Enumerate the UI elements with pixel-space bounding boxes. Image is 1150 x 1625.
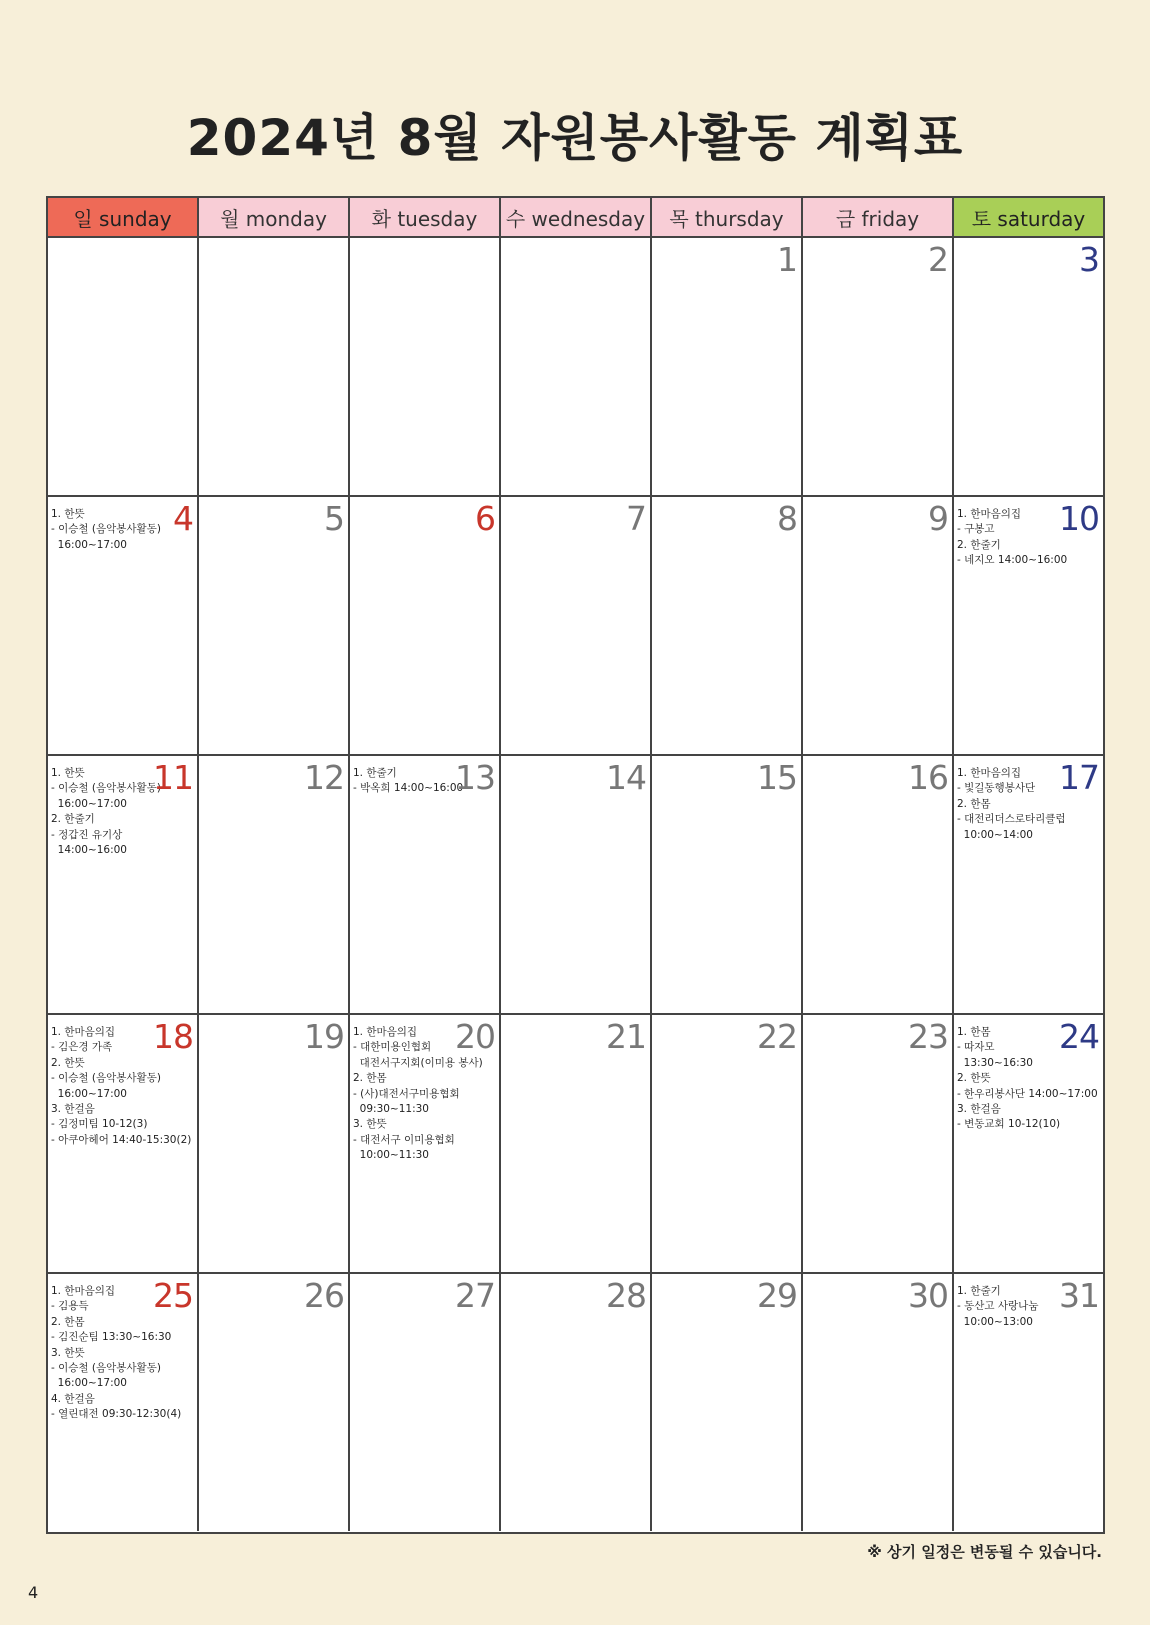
- day-number: 26: [304, 1276, 344, 1315]
- day-cell: [652, 1274, 803, 1531]
- day-cell: [803, 238, 954, 495]
- day-notes: 1. 한뜻 - 이승철 (음악봉사활동) 16:00~17:00 2. 한줄기 - 정갑진 유기상 14:00~16:00: [51, 767, 161, 857]
- day-cell: [199, 1015, 350, 1272]
- day-notes: 1. 한줄기 - 동산고 사랑나눔 10:00~13:00: [957, 1285, 1039, 1328]
- day-notes: 1. 한마음의집 - 김용득 2. 한몸 - 김진순팀 13:30~16:30 3. 한뜻 - 이승철 (음악봉사활동) 16:00~17:00 4. 한걸음 - 열린대전 09:30-12:30(4): [51, 1285, 182, 1421]
- day-cell: [199, 238, 350, 495]
- day-number: 6: [475, 499, 495, 538]
- day-cell: [350, 756, 501, 1013]
- day-number: 31: [1059, 1276, 1099, 1315]
- day-cell: [652, 756, 803, 1013]
- day-number: 24: [1059, 1017, 1099, 1056]
- day-cell: [501, 238, 652, 495]
- header-sunday: 일 sunday: [48, 198, 199, 236]
- week-row: [48, 1274, 1103, 1531]
- page-number: 4: [28, 1583, 39, 1602]
- header-thursday: 목 thursday: [652, 198, 803, 236]
- day-number: 2: [928, 240, 948, 279]
- day-number: 19: [304, 1017, 344, 1056]
- day-cell: [48, 1274, 199, 1531]
- day-cell: [501, 497, 652, 754]
- day-notes: 1. 한마음의집 - 김은경 가족 2. 한뜻 - 이승철 (음악봉사활동) 16:00~17:00 3. 한걸음 - 김정미팀 10-12(3) - 아쿠아헤어 14:40-15:30(2): [51, 1026, 192, 1146]
- day-number: 9: [928, 499, 948, 538]
- day-number: 29: [757, 1276, 797, 1315]
- day-notes: 1. 한줄기 - 박옥희 14:00~16:00: [353, 767, 464, 795]
- day-cell: [350, 497, 501, 754]
- day-cell: [48, 497, 199, 754]
- day-cell: [350, 1015, 501, 1272]
- day-cell: [652, 238, 803, 495]
- day-cell: [954, 238, 1103, 495]
- day-cell: [48, 238, 199, 495]
- day-notes: 1. 한마음의집 - 대한미용인협회 대전서구지회(이미용 봉사) 2. 한몸 - (사)대전서구미용협회 09:30~11:30 3. 한뜻 - 대전서구 이미용협회 10:00~11:30: [353, 1026, 483, 1162]
- day-cell: [954, 497, 1103, 754]
- day-number: 27: [455, 1276, 495, 1315]
- day-number: 14: [606, 758, 646, 797]
- day-number: 3: [1079, 240, 1099, 279]
- day-number: 12: [304, 758, 344, 797]
- day-cell: [803, 1015, 954, 1272]
- day-number: 4: [173, 499, 193, 538]
- day-cell: [48, 1015, 199, 1272]
- day-cell: [803, 756, 954, 1013]
- day-number: 20: [455, 1017, 495, 1056]
- header-wednesday: 수 wednesday: [501, 198, 652, 236]
- day-cell: [652, 1015, 803, 1272]
- day-cell: [954, 1015, 1103, 1272]
- day-cell: [48, 756, 199, 1013]
- week-row: [48, 756, 1103, 1015]
- day-number: 25: [153, 1276, 193, 1315]
- day-cell: [199, 1274, 350, 1531]
- day-cell: [501, 1015, 652, 1272]
- day-number: 1: [777, 240, 797, 279]
- day-number: 21: [606, 1017, 646, 1056]
- day-cell: [954, 756, 1103, 1013]
- day-cell: [350, 1274, 501, 1531]
- day-notes: 1. 한뜻 - 이승철 (음악봉사활동) 16:00~17:00: [51, 508, 161, 551]
- day-number: 18: [153, 1017, 193, 1056]
- footnote: ※ 상기 일정은 변동될 수 있습니다.: [867, 1543, 1102, 1561]
- day-notes: 1. 한몸 - 따자모 13:30~16:30 2. 한뜻 - 한우리봉사단 14:00~17:00 3. 한걸음 - 변동교회 10-12(10): [957, 1026, 1098, 1131]
- day-cell: [350, 238, 501, 495]
- day-cell: [803, 1274, 954, 1531]
- day-number: 7: [626, 499, 646, 538]
- day-cell: [501, 756, 652, 1013]
- week-row: [48, 497, 1103, 756]
- day-number: 11: [153, 758, 193, 797]
- day-notes: 1. 한마음의집 - 구봉고 2. 한줄기 - 네지오 14:00~16:00: [957, 508, 1068, 567]
- calendar-grid: [46, 196, 1105, 1534]
- day-number: 16: [908, 758, 948, 797]
- day-cell: [954, 1274, 1103, 1531]
- day-notes: 1. 한마음의집 - 빛길동행봉사단 2. 한몸 - 대전리더스로타리클럽 10:00~14:00: [957, 767, 1066, 841]
- header-monday: 월 monday: [199, 198, 350, 236]
- weekday-header-row: [48, 198, 1103, 238]
- day-cell: [803, 497, 954, 754]
- day-cell: [199, 497, 350, 754]
- day-number: 10: [1059, 499, 1099, 538]
- header-tuesday: 화 tuesday: [350, 198, 501, 236]
- day-number: 17: [1059, 758, 1099, 797]
- day-number: 13: [455, 758, 495, 797]
- day-number: 15: [757, 758, 797, 797]
- day-cell: [501, 1274, 652, 1531]
- header-saturday: 토 saturday: [954, 198, 1103, 236]
- header-friday: 금 friday: [803, 198, 954, 236]
- day-cell: [652, 497, 803, 754]
- day-number: 8: [777, 499, 797, 538]
- day-number: 23: [908, 1017, 948, 1056]
- week-row: [48, 238, 1103, 497]
- week-row: [48, 1015, 1103, 1274]
- page-title: 2024년 8월 자원봉사활동 계획표: [186, 109, 964, 167]
- day-number: 22: [757, 1017, 797, 1056]
- day-cell: [199, 756, 350, 1013]
- day-number: 5: [324, 499, 344, 538]
- day-number: 30: [908, 1276, 948, 1315]
- day-number: 28: [606, 1276, 646, 1315]
